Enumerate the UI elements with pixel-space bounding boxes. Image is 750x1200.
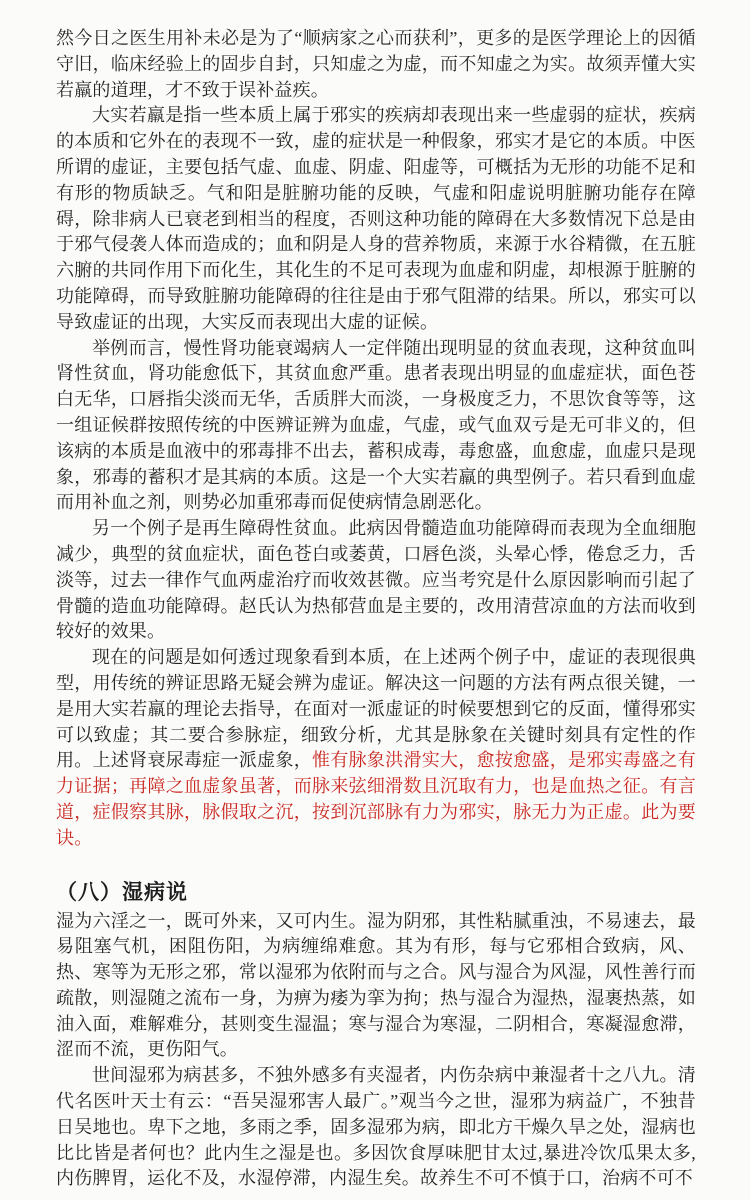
paragraph bbox=[56, 336, 696, 517]
body-text: 大实若羸是指一些本质上属于邪实的疾病却表现出来一些虚弱的症状，疾病的本质和它外在的表现不一致，虚的症状是一种假象，邪实才是它的本质。中医所谓的虚证，主要包括气虚、血虚、阴虚、阳虚等，可概括为无形的功能不足和有形的物质缺乏。气和阳是脏腑功能的反映，气虚和阳虚说明脏腑功能存在障碍，除非病人已衰老到相当的程度，否则这种功能的障碍在大多数情况下总是由于邪气侵袭人体而造成的；血和阴是人身的营养物质，来源于水谷精微，在五脏六腑的共同作用下而化生，其化生的不足可表现为血虚和阴虚，却根源于脏腑的功能障碍，而导致脏腑功能障碍的往往是由于邪气阻滞的结果。所以，邪实可以导致虚证的出现，大实反而表现出大虚的证候。 bbox=[56, 105, 696, 332]
body-text: 现在的问题是如何透过现象看到本质，在上述两个例子中，虚证的表现很典型，用传统的辨证思路无疑会辨为虚证。解决这一问题的方法有两点很关键，一是用大实若羸的理论去指导，在面对一派虚证的时候要想到它的反面，懂得邪实可以致虚；其二要合参脉症，细致分析，尤其是脉象在关键时刻具有定性的作用。上述肾衰尿毒症一派虚象， bbox=[56, 647, 696, 771]
body-text: 举例而言，慢性肾功能衰竭病人一定伴随出现明显的贫血表现，这种贫血叫肾性贫血，肾功能愈低下，其贫血愈严重。患者表现出明显的血虚症状，面色苍白无华，口唇指尖淡而无华，舌质胖大而淡，一身极度乏力，不思饮食等等，这一组证候群按照传统的中医辨证辨为血虚，气虚，或气血双亏是无可非义的，但该病的本质是血液中的邪毒排不出去，蓄积成毒，毒愈盛，血愈虚，血虚只是现象，邪毒的蓄积才是其病的本质。这是一个大实若羸的典型例子。若只看到血虚而用补血之剂，则势必加重邪毒而促使病情急剧恶化。 bbox=[56, 337, 696, 513]
paragraph bbox=[56, 516, 696, 645]
emphasis-red-text: 惟有脉象洪滑实大，愈按愈盛，是邪实毒盛之有力证据；再障之血虚象虽著，而脉来弦细滑数且沉取有力，也是血热之征。有言道，症假察其脉，脉假取之沉，按到沉部脉有力为邪实，脉无力为正虚。此为要诀。 bbox=[56, 750, 696, 848]
body-text: 另一个例子是再生障碍性贫血。此病因骨髓造血功能障碍而表现为全血细胞减少，典型的贫血症状，面色苍白或萎黄，口唇色淡，头晕心悸，倦怠乏力，舌淡等，过去一律作气血两虚治疗而收效甚微。应当考究是什么原因影响而引起了骨髓的造血功能障碍。赵氏认为热郁营血是主要的，改用清营凉血的方法而收到较好的效果。 bbox=[56, 518, 696, 642]
page-content bbox=[56, 26, 696, 1192]
body-text: 湿为六淫之一，既可外来，又可内生。湿为阴邪，其性粘腻重浊，不易速去，最易阻塞气机，困阻伤阳，为病缠绵难愈。其为有形，每与它邪相合致病，风、热、寒等为无形之邪，常以湿邪为依附而与之合。风与湿合为风湿，风性善行而疏散，则湿随之流布一身，为痹为痿为挛为拘；热与湿合为湿热，湿裹热蒸，如油入面，难解难分，甚则变生湿温；寒与湿合为寒湿，二阴相合，寒凝湿愈滞，涩而不流，更伤阳气。 bbox=[56, 910, 696, 1060]
paragraph bbox=[56, 1063, 696, 1192]
paragraph bbox=[56, 26, 696, 103]
paragraph bbox=[56, 645, 696, 851]
paragraph bbox=[56, 909, 696, 1064]
paragraph bbox=[56, 103, 696, 335]
body-text: 然今日之医生用补未必是为了“顺病家之心而获利”，更多的是医学理论上的因循守旧，临床经验上的固步自封，只知虚之为虚，而不知虚之为实。故须弄懂大实若羸的道理，才不致于误补益疾。 bbox=[56, 28, 696, 100]
section-heading bbox=[56, 877, 696, 907]
body-text: 世间湿邪为病甚多，不独外感多有夹湿者，内伤杂病中兼湿者十之八九。清代名医叶天士有云：“吾吴湿邪害人最广。”观当今之世，湿邪为病益广，不独昔日吴地也。卑下之地，多雨之季，固多湿邪为病，即北方干燥久旱之处，湿病也比比皆是者何也？此内生之湿是也。多因饮食厚味肥甘太过,暴进冷饮瓜果太多,内伤脾胃，运化不及，水湿停滞，内湿生矣。故养生不可不慎于口，治病不可不 bbox=[56, 1065, 696, 1189]
body-text: （八）湿病说 bbox=[56, 879, 188, 904]
